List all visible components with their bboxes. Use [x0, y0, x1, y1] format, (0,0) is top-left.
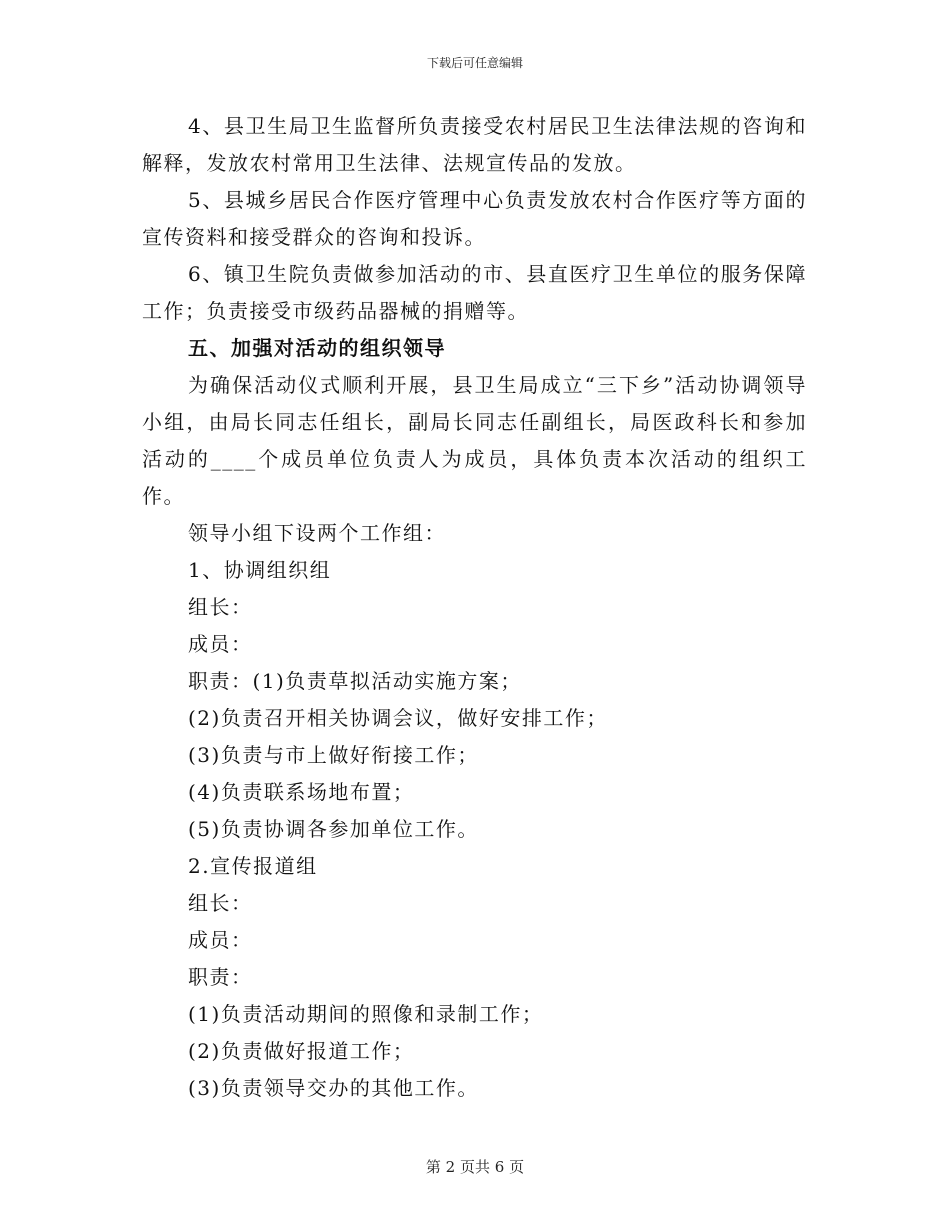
paragraph-item-5: 5、县城乡居民合作医疗管理中心负责发放农村合作医疗等方面的宣传资料和接受群众的咨询和投诉。 — [142, 188, 807, 249]
paragraph-leadership-group: 为确保活动仪式顺利开展，县卫生局成立“三下乡”活动协调领导小组，由局长同志任组长，副局长同志任副组长，局医政科长和参加活动的____个成员单位负责人为成员，具体负责本次活动的组织工作。 — [142, 373, 807, 508]
workgroup-2-title: 2.宣传报道组 — [188, 854, 318, 878]
workgroup-2-members: 成员： — [188, 928, 253, 952]
workgroup-2-duty-1: (1)负责活动期间的照像和录制工作； — [188, 1002, 544, 1026]
page-footer: 第 2 页共 6 页 — [425, 1158, 525, 1176]
workgroup-1-duty-4: (4)负责联系场地布置； — [188, 780, 415, 804]
workgroup-2-duties-label: 职责： — [188, 965, 253, 989]
document-body — [142, 108, 807, 1107]
workgroup-1-title: 1、协调组织组 — [188, 558, 332, 582]
workgroup-2-duty-2: (2)负责做好报道工作； — [188, 1039, 415, 1063]
paragraph-workgroups-intro: 领导小组下设两个工作组： — [188, 521, 446, 545]
workgroup-1-duty-3: (3)负责与市上做好衔接工作； — [188, 743, 479, 767]
paragraph-item-6: 6、镇卫生院负责做参加活动的市、县直医疗卫生单位的服务保障工作；负责接受市级药品器械的捐赠等。 — [142, 262, 807, 323]
workgroup-1-leader: 组长： — [188, 595, 253, 619]
workgroup-1-duty-1: 职责：(1)负责草拟活动实施方案； — [188, 669, 522, 693]
paragraph-item-4: 4、县卫生局卫生监督所负责接受农村居民卫生法律法规的咨询和解释，发放农村常用卫生法律、法规宣传品的发放。 — [142, 114, 807, 175]
workgroup-2-duty-3: (3)负责领导交办的其他工作。 — [188, 1076, 479, 1100]
section-heading: 五、加强对活动的组织领导 — [188, 336, 446, 360]
workgroup-1-members: 成员： — [188, 632, 253, 656]
workgroup-1-duty-5: (5)负责协调各参加单位工作。 — [188, 817, 479, 841]
workgroup-2-leader: 组长： — [188, 891, 253, 915]
workgroup-1-duty-2: (2)负责召开相关协调会议，做好安排工作； — [188, 706, 608, 730]
page-header: 下载后可任意编辑 — [426, 56, 523, 70]
